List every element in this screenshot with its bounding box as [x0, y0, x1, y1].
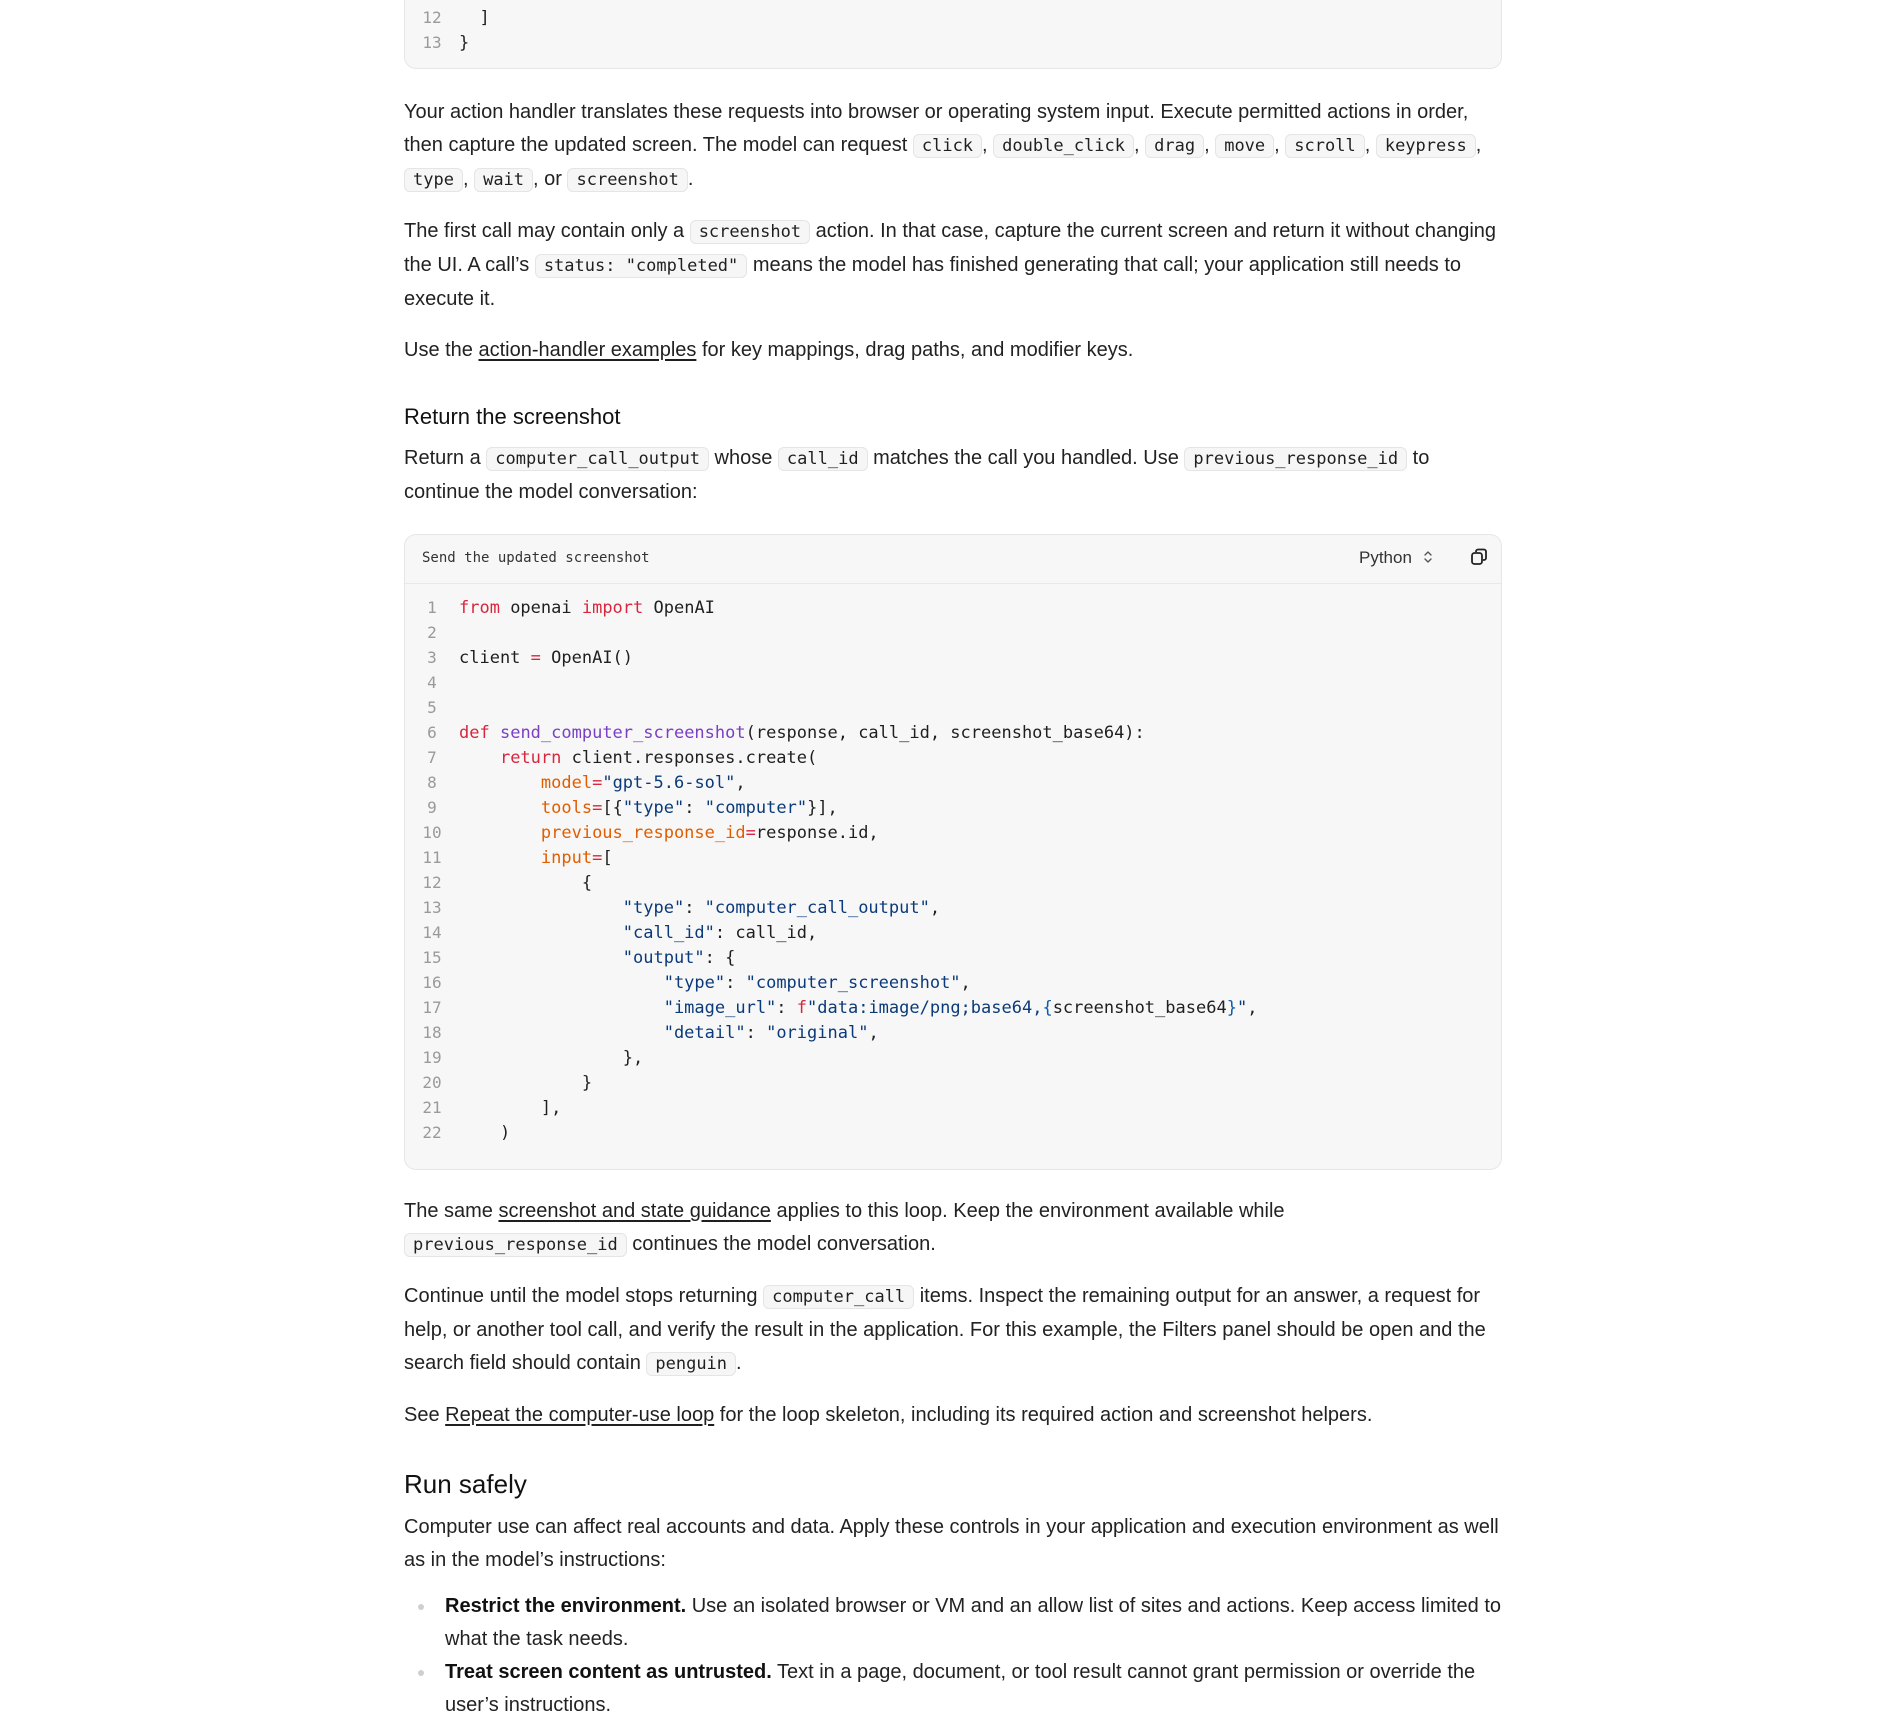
code-line: 10 previous_response_id=response.id,: [422, 823, 879, 843]
previous-code-block-tail: [404, 0, 1502, 69]
code-line: 9 tools=[{"type": "computer"}],: [427, 798, 838, 818]
code-line: 6 def send_computer_screenshot(response, call_id, screenshot_base64):: [427, 723, 1145, 743]
inline-code: move: [1215, 134, 1274, 158]
inline-code: previous_response_id: [1184, 447, 1407, 471]
inline-code: type: [404, 168, 463, 192]
code-line: 8 model="gpt-5.6-sol",: [427, 773, 746, 793]
paragraph-state-guidance: The same screenshot and state guidance applies to this loop. Keep the environment available while previous_response_id continues the model conversation.: [404, 1200, 1285, 1255]
inline-code: wait: [474, 168, 533, 192]
code-line: 18 "detail": "original",: [422, 1023, 879, 1043]
paragraph-return: Return a computer_call_output whose call_id matches the call you handled. Use previous_response_id to continue the model conversation:: [404, 447, 1430, 503]
paragraph-action-handler: Your action handler translates these requests into browser or operating system input. Execute permitted actions in order, then capture the updated screen. The model can request click , double_click , drag , move , scroll , keypress , type , wait , or screenshot .: [404, 101, 1482, 190]
paragraph-handler-examples: Use the action-handler examples for key mappings, drag paths, and modifier keys.: [404, 339, 1134, 361]
paragraph-first-call: The first call may contain only a screenshot action. In that case, capture the current screen and return it without changing the UI. A call’s status: "completed" means the model has finished generating that call; your application still needs to execute it.: [404, 220, 1497, 310]
code-line: 16 "type": "computer_screenshot",: [422, 973, 971, 993]
repeat-loop-link[interactable]: Repeat the computer-use loop: [445, 1404, 715, 1426]
code-line: 3 client = OpenAI(): [427, 648, 634, 668]
code-line: 4: [427, 673, 437, 692]
bullet-icon: [418, 1670, 424, 1676]
code-line: 2: [427, 623, 437, 642]
inline-code: status: "completed": [535, 254, 747, 278]
paragraph-continue: Continue until the model stops returning computer_call items. Inspect the remaining output for an answer, a request for help, or another tool call, and verify the result in the application. For this example, the Filters panel should be open and the search field should contain penguin .: [404, 1285, 1486, 1374]
paragraph-run-safely: Computer use can affect real accounts and data. Apply these controls in your application and execution environment as well as in the model’s instructions:: [404, 1516, 1499, 1571]
inline-code: screenshot: [690, 220, 810, 244]
heading-return-screenshot: Return the screenshot: [404, 404, 621, 429]
inline-code: previous_response_id: [404, 1233, 627, 1257]
inline-code: computer_call_output: [486, 447, 709, 471]
copy-icon[interactable]: [1469, 547, 1489, 567]
code-line: 5: [427, 698, 437, 717]
inline-code: computer_call: [763, 1285, 914, 1309]
code-block-title: Send the updated screenshot: [422, 550, 650, 566]
code-line: 22 ): [422, 1123, 511, 1143]
code-line: 17 "image_url": f"data:image/png;base64,{screenshot_base64}",: [422, 998, 1258, 1018]
code-line: 14 "call_id": call_id,: [422, 923, 818, 943]
code-line: 15 "output": {: [422, 948, 736, 968]
screenshot-state-guidance-link[interactable]: screenshot and state guidance: [498, 1200, 771, 1222]
inline-code: keypress: [1376, 134, 1476, 158]
code-line: 13 }: [422, 33, 470, 53]
inline-code: drag: [1145, 134, 1204, 158]
code-line: 19 },: [422, 1048, 644, 1068]
code-line: 21 ],: [422, 1098, 562, 1118]
inline-code: scroll: [1285, 134, 1364, 158]
inline-code: penguin: [646, 1352, 736, 1376]
inline-code: double_click: [993, 134, 1134, 158]
code-line: 12 {: [422, 873, 593, 893]
code-line: 20 }: [422, 1073, 593, 1093]
paragraph-see-loop: See Repeat the computer-use loop for the loop skeleton, including its required action and screenshot helpers.: [404, 1404, 1373, 1426]
safety-list: [404, 1590, 1504, 1722]
bullet-icon: [418, 1604, 424, 1610]
code-line: 12 ]: [422, 8, 490, 28]
action-handler-examples-link[interactable]: action-handler examples: [478, 339, 697, 361]
list-item: Treat screen content as untrusted. Text in a page, document, or tool result cannot grant permission or override the user’s instructions.: [404, 1656, 1504, 1722]
inline-code: call_id: [778, 447, 868, 471]
code-block-header: [405, 535, 1501, 584]
list-item: Restrict the environment. Use an isolated browser or VM and an allow list of sites and actions. Keep access limited to what the task needs.: [404, 1590, 1504, 1656]
inline-code: click: [913, 134, 982, 158]
inline-code: screenshot: [567, 168, 687, 192]
chevron-up-down-icon[interactable]: [1423, 549, 1433, 565]
language-selector[interactable]: Python: [1359, 548, 1412, 567]
code-line: 7 return client.responses.create(: [427, 748, 818, 768]
code-line: 13 "type": "computer_call_output",: [422, 898, 941, 918]
code-line: 11 input=[: [422, 848, 613, 868]
heading-run-safely: Run safely: [404, 1469, 527, 1499]
code-line: 1 from openai import OpenAI: [427, 598, 715, 618]
code-block-send-screenshot: [404, 534, 1502, 1170]
